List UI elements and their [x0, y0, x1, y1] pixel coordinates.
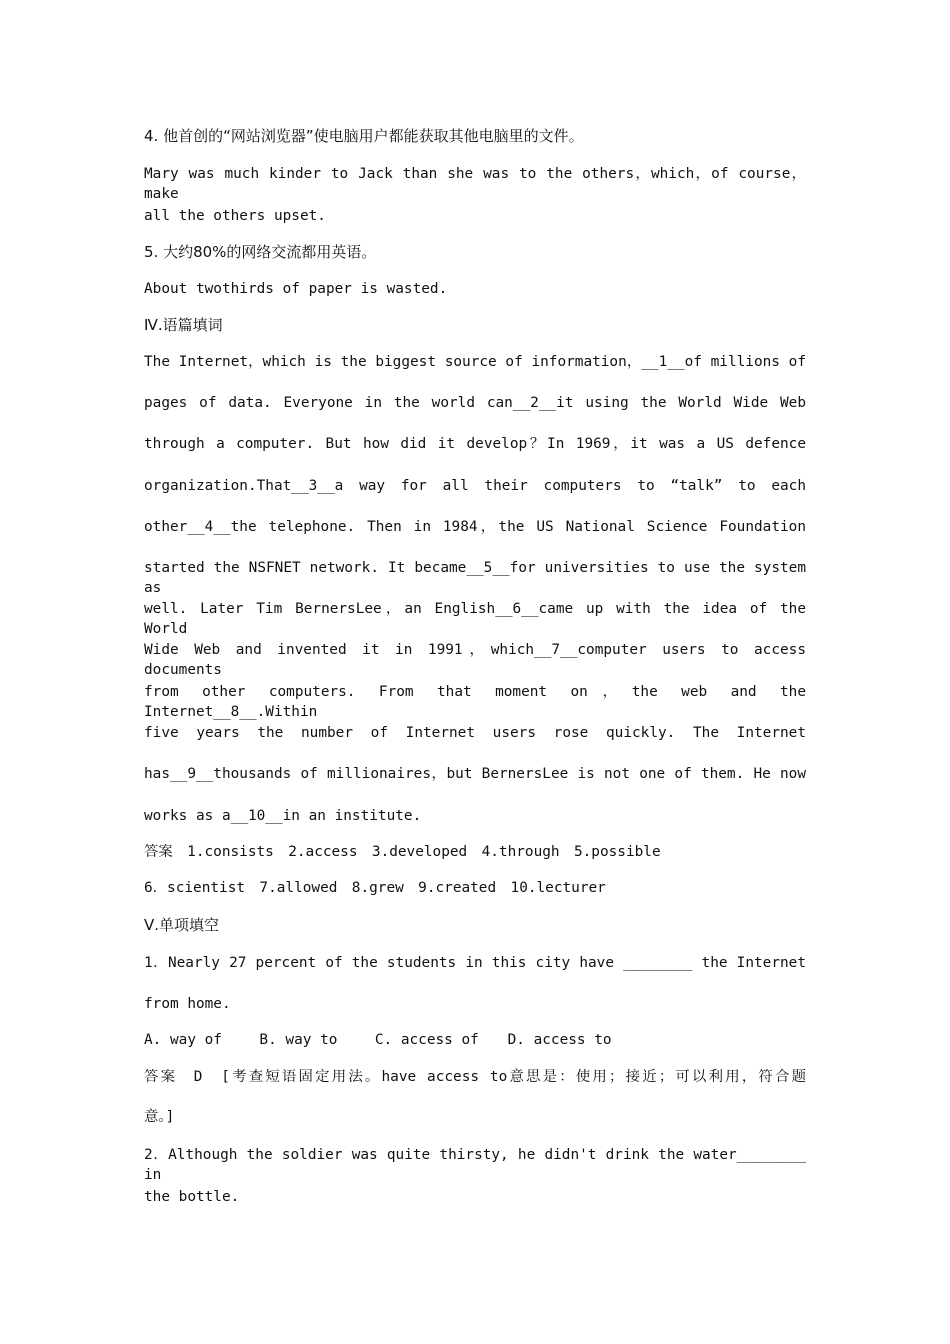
q2-stem-line2: the bottle.	[144, 1189, 240, 1205]
passage-line: organization.That__3__a way for all their computers to “talk” to each	[144, 478, 806, 494]
q1-answer-line1: 答案 D [考查短语固定用法。have access to意思是：使用；接近；可以利用，符合题	[144, 1069, 806, 1085]
q1-options: A. way of B. way to C. access of D. access to	[144, 1032, 612, 1048]
passage-line: well. Later Tim BernersLee，an English__6__came up with the idea of the World	[144, 601, 806, 637]
passage-line: The Internet，which is the biggest source of information，__1__of millions of	[144, 354, 806, 370]
passage-line: through a computer. But how did it develop？In 1969，it was a US defence	[144, 436, 806, 452]
section-v-heading: Ⅴ.单项填空	[144, 916, 220, 934]
item5-prompt: 5. 大约80%的网络交流都用英语。	[144, 243, 377, 261]
q1-answer-line2: 意。]	[144, 1109, 175, 1125]
item4-example-line1: Mary was much kinder to Jack than she was to the others，which，of course，make	[144, 166, 806, 202]
passage-line: from other computers. From that moment on，the web and the Internet__8__.Within	[144, 684, 806, 720]
q2-stem-line1: 2．Although the soldier was quite thirsty, he didn't drink the water________ in	[144, 1147, 806, 1183]
passage-line: pages of data. Everyone in the world can__2__it using the World Wide Web	[144, 395, 806, 411]
passage-line: five years the number of Internet users rose quickly. The Internet	[144, 725, 806, 741]
item4-example-line2: all the others upset.	[144, 208, 326, 224]
q1-stem-line1: 1．Nearly 27 percent of the students in this city have ________ the Internet	[144, 955, 806, 971]
section-iv-answer-line2: 6．scientist 7.allowed 8.grew 9.created 10.lecturer	[144, 880, 606, 896]
item4-prompt: 4. 他首创的“网站浏览器”使电脑用户都能获取其他电脑里的文件。	[144, 127, 584, 145]
document-page	[144, 0, 806, 1344]
passage-line: has__9__thousands of millionaires，but BernersLee is not one of them. He now	[144, 766, 806, 782]
section-iv-heading: Ⅳ.语篇填词	[144, 316, 223, 334]
q1-stem-line2: from home.	[144, 996, 231, 1012]
section-iv-answer-line1: 答案 1.consists 2.access 3.developed 4.through 5.possible	[144, 844, 661, 860]
passage-line: works as a__10__in an institute.	[144, 808, 422, 824]
passage-line: started the NSFNET network. It became__5__for universities to use the system as	[144, 560, 806, 596]
passage-line: other__4__the telephone. Then in 1984，the US National Science Foundation	[144, 519, 806, 535]
passage-line: Wide Web and invented it in 1991，which__7__computer users to access documents	[144, 642, 806, 678]
item5-example: About twothirds of paper is wasted.	[144, 281, 448, 297]
